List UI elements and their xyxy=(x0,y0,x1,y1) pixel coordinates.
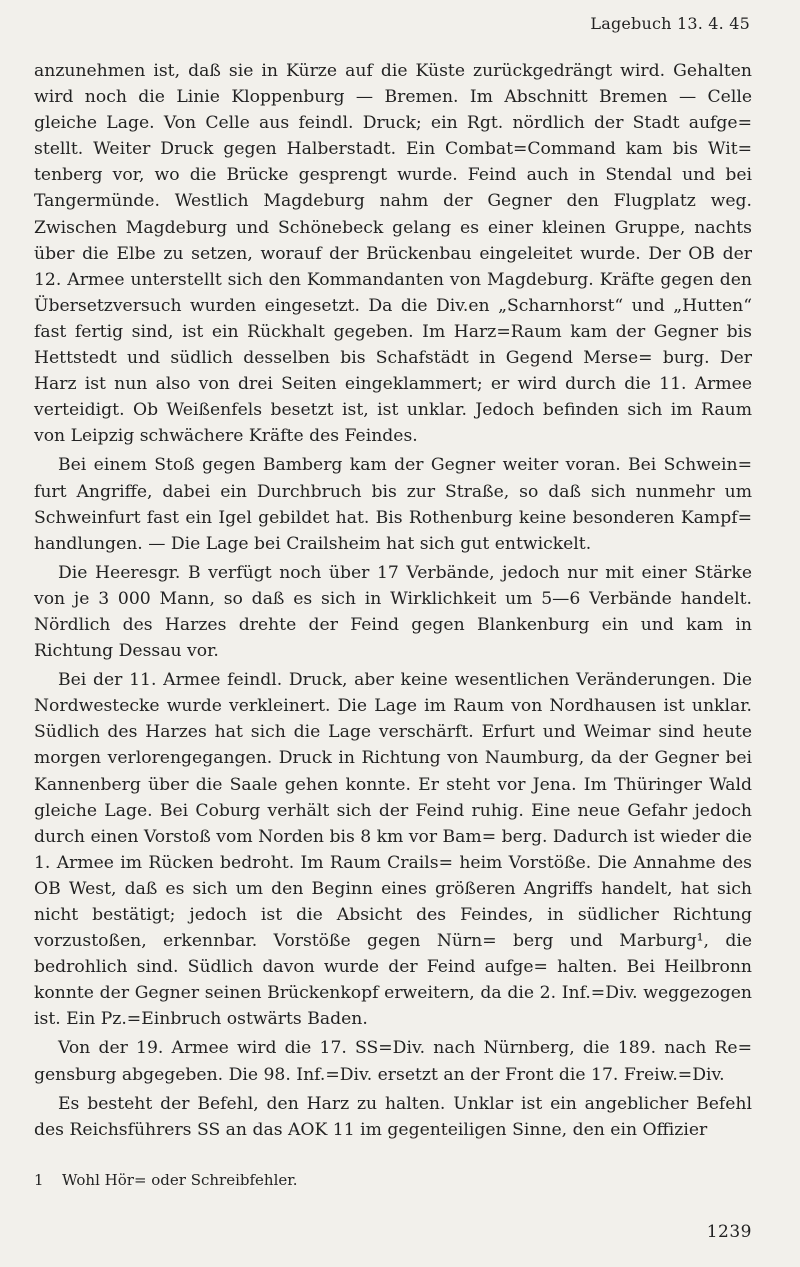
paragraph-4: Bei der 11. Armee feindl. Druck, aber keine wesentlichen Veränderungen. Die Nordwestecke wurde verkleinert. Die Lage im Raum von Nordhausen ist unklar. Südlich des Harzes hat sich die Lage verschärft. Erfurt und Weimar sind heute morgen verlorengegangen. Druck in Richtung von Naumburg, da der Gegner bei Kannenberg über die Saale gehen konnte. Er steht vor Jena. Im Thüringer Wald gleiche Lage. Bei Coburg verhält sich der Feind ruhig. Eine neue Gefahr jedoch durch einen Vorstoß vom Norden bis 8 km vor Bam= berg. Dadurch ist wieder die 1. Armee im Rücken bedroht. Im Raum Crails= heim Vorstöße. Die Annahme des OB West, daß es sich um den Beginn eines größeren Angriffs handelt, hat sich nicht bestätigt; jedoch ist die Absicht des Feindes, in südlicher Richtung vorzustoßen, erkennbar. Vorstöße gegen Nürn= berg und Marburg¹, die bedrohlich sind. Südlich davon wurde der Feind aufge= halten. Bei Heilbronn konnte der Gegner seinen Brückenkopf erweitern, da die 2. Inf.=Div. weggezogen ist. Ein Pz.=Einbruch ostwärts Baden. xyxy=(34,670,752,1030)
paragraph-5: Von der 19. Armee wird die 17. SS=Div. nach Nürnberg, die 189. nach Re= gensburg abgegeben. Die 98. Inf.=Div. ersetzt an der Front die 17. Freiw.=Div. xyxy=(34,1038,752,1085)
body-text xyxy=(34,58,752,1143)
footnote-number: 1 xyxy=(34,1171,44,1189)
page-number: 1239 xyxy=(706,1222,752,1242)
running-header: Lagebuch 13. 4. 45 xyxy=(590,14,750,33)
paragraph-2: Bei einem Stoß gegen Bamberg kam der Gegner weiter voran. Bei Schwein= furt Angriffe, dabei ein Durchbruch bis zur Straße, so daß sich nunmehr um Schweinfurt fast ein Igel gebildet hat. Bis Rothenburg keine besonderen Kampf= handlungen. — Die Lage bei Crailsheim hat sich gut entwickelt. xyxy=(34,455,752,554)
footnote-text: Wohl Hör= oder Schreibfehler. xyxy=(62,1171,298,1189)
paragraph-1: anzunehmen ist, daß sie in Kürze auf die Küste zurückgedrängt wird. Gehalten wird noch die Linie Kloppenburg — Bremen. Im Abschnitt Bremen — Celle gleiche Lage. Von Celle aus feindl. Druck; ein Rgt. nördlich der Stadt aufge= stellt. Weiter Druck gegen Halberstadt. Ein Combat=Command kam bis Wit= tenberg vor, wo die Brücke gesprengt wurde. Feind auch in Stendal und bei Tangermünde. Westlich Magdeburg nahm der Gegner den Flugplatz weg. Zwischen Magdeburg und Schönebeck gelang es einer kleinen Gruppe, nachts über die Elbe zu setzen, worauf der Brückenbau eingeleitet wurde. Der OB der 12. Armee unterstellt sich den Kommandanten von Magdeburg. Kräfte gegen den Übersetzversuch wurden eingesetzt. Da die Div.en „Scharnhorst“ und „Hutten“ fast fertig sind, ist ein Rückhalt gegeben. Im Harz=Raum kam der Gegner bis Hettstedt und südlich desselben bis Schafstädt in Gegend Merse= burg. Der Harz ist nun also von drei Seiten eingeklammert; er wird durch die 11. Armee verteidigt. Ob Weißenfels besetzt ist, ist unklar. Jedoch befinden sich im Raum von Leipzig schwächere Kräfte des Feindes. xyxy=(34,61,752,447)
paragraph-3: Die Heeresgr. B verfügt noch über 17 Verbände, jedoch nur mit einer Stärke von je 3 000 Mann, so daß es sich in Wirklichkeit um 5—6 Verbände handelt. Nördlich des Harzes drehte der Feind gegen Blankenburg ein und kam in Richtung Dessau vor. xyxy=(34,562,752,662)
footnote xyxy=(34,1170,298,1190)
paragraph-6: Es besteht der Befehl, den Harz zu halten. Unklar ist ein angeblicher Befehl des Reichsführers SS an das AOK 11 im gegenteiligen Sinne, den ein Offizier xyxy=(34,1093,752,1140)
